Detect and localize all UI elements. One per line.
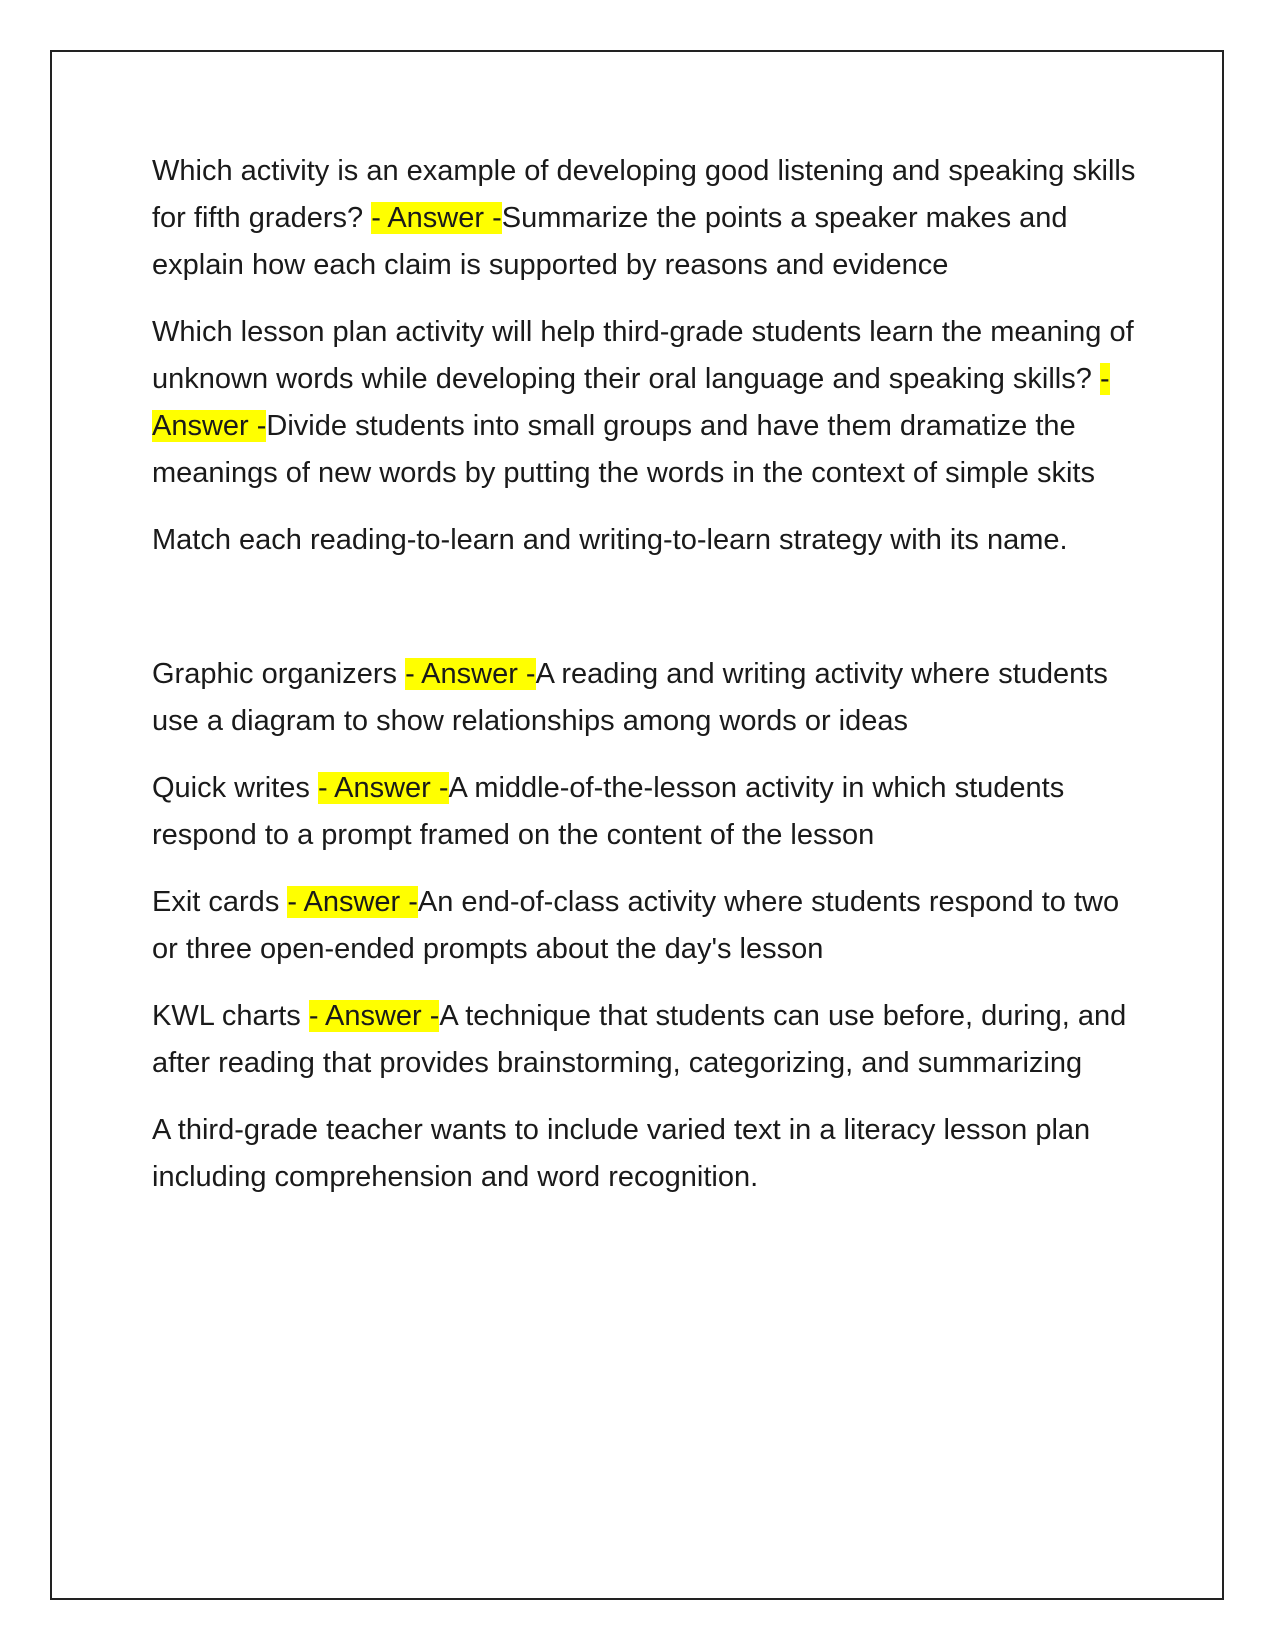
answer-marker: - Answer - [308, 1000, 440, 1032]
blank-space [152, 584, 1152, 651]
answer-text: Divide students into small groups and have them dramatize the meanings of new words by putting the words in the context of simple skits [152, 410, 1095, 489]
term-text: Graphic organizers [152, 658, 406, 690]
answer-text: An end-of-class activity where students respond to two or three open-ended prompts about the day's lesson [152, 886, 1120, 965]
qa-item [152, 651, 1152, 745]
qa-item [152, 309, 1152, 497]
question-text: A third-grade teacher wants to include varied text in a literacy lesson plan including comprehension and word recognition. [152, 1114, 1091, 1193]
answer-text: A reading and writing activity where students use a diagram to show relationships among words or ideas [152, 658, 1108, 737]
instruction-text: Match each reading-to-learn and writing-to-learn strategy with its name. [152, 524, 1068, 556]
term-text: Quick writes [152, 772, 318, 804]
qa-item [152, 879, 1152, 973]
document-content [152, 148, 1152, 1221]
answer-marker: - Answer - [287, 886, 418, 918]
answer-text: Summarize the points a speaker makes and explain how each claim is supported by reasons and evidence [152, 202, 1068, 281]
answer-marker: - Answer - [152, 363, 1110, 442]
answer-marker: - Answer - [371, 202, 502, 234]
qa-item [152, 993, 1152, 1087]
qa-item [152, 765, 1152, 859]
question-text: Which lesson plan activity will help third-grade students learn the meaning of unknown words while developing their oral language and speaking skills? [152, 316, 1134, 395]
answer-text: A technique that students can use before, during, and after reading that provides brainstorming, categorizing, and summarizing [152, 1000, 1127, 1079]
question-text: Which activity is an example of developing good listening and speaking skills for fifth graders? [152, 155, 1136, 234]
answer-marker: - Answer - [317, 772, 449, 804]
document-page [50, 50, 1224, 1600]
term-text: KWL charts [152, 1000, 309, 1032]
qa-item [152, 148, 1152, 289]
answer-text: A middle-of-the-lesson activity in which students respond to a prompt framed on the content of the lesson [152, 772, 1065, 851]
answer-marker: - Answer - [405, 658, 536, 690]
term-text: Exit cards [152, 886, 288, 918]
